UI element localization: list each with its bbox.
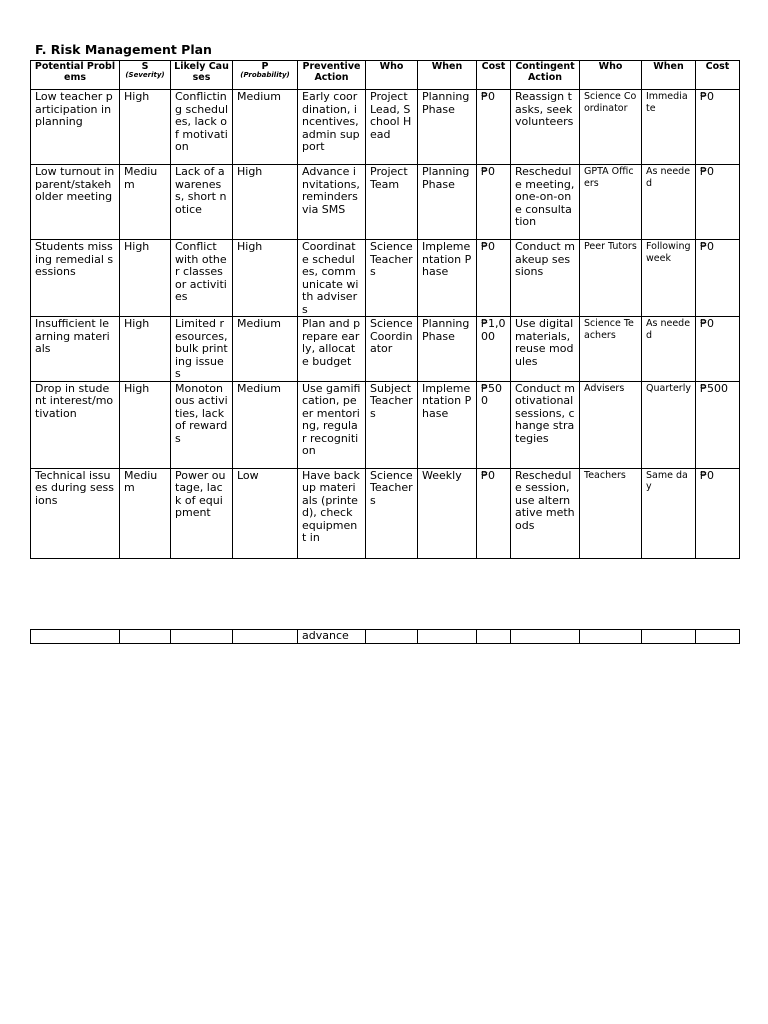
cell-contingent: Conduct motivational sessions, change strategies (511, 381, 580, 468)
table-row (31, 317, 740, 382)
continuation-cell (366, 630, 418, 644)
cell-causes: Conflict with other classes or activities (171, 240, 233, 317)
cell-preventive: Early coordination, incentives, admin support (298, 90, 366, 165)
cell-when-contingent: Immediate (642, 90, 696, 165)
cell-probability: Low (233, 468, 298, 558)
cell-who-contingent: Science Coordinator (580, 90, 642, 165)
cell-cost: ₱0 (477, 240, 511, 317)
table-row (31, 381, 740, 468)
cell-contingent: Reschedule meeting, one-on-one consultation (511, 165, 580, 240)
header-severity-note: (Severity) (125, 71, 165, 79)
cell-cost-contingent: ₱0 (696, 90, 740, 165)
cell-severity: Medium (120, 165, 171, 240)
continuation-cell (696, 630, 740, 644)
continuation-cell (233, 630, 298, 644)
cell-probability: Medium (233, 381, 298, 468)
continuation-cell (171, 630, 233, 644)
header-probability-letter: P (261, 61, 269, 72)
header-probability-note: (Probability) (240, 71, 290, 79)
header-potential-problems: Potential Problems (31, 61, 120, 90)
cell-contingent: Use digital materials, reuse modules (511, 317, 580, 382)
cell-causes: Conflicting schedules, lack of motivation (171, 90, 233, 165)
cell-who: Science Coordinator (366, 317, 418, 382)
header-likely-causes: Likely Causes (171, 61, 233, 90)
cell-when-contingent: Same day (642, 468, 696, 558)
header-when: When (418, 61, 477, 90)
continuation-row (31, 630, 740, 644)
cell-severity: High (120, 240, 171, 317)
cell-when-contingent: Following week (642, 240, 696, 317)
cell-cost: ₱1,000 (477, 317, 511, 382)
cell-who-contingent: Advisers (580, 381, 642, 468)
continuation-cell (418, 630, 477, 644)
continuation-cell (642, 630, 696, 644)
cell-contingent: Reschedule session, use alternative methods (511, 468, 580, 558)
cell-when: Weekly (418, 468, 477, 558)
continuation-preventive-cell: advance (298, 630, 366, 644)
cell-cost-contingent: ₱0 (696, 468, 740, 558)
cell-preventive: Use gamification, peer mentoring, regular recognition (298, 381, 366, 468)
cell-cost-contingent: ₱500 (696, 381, 740, 468)
cell-problem: Low teacher participation in planning (31, 90, 120, 165)
header-severity-letter: S (141, 61, 149, 72)
cell-who-contingent: Science Teachers (580, 317, 642, 382)
cell-cost-contingent: ₱0 (696, 317, 740, 382)
cell-severity: High (120, 381, 171, 468)
cell-who: Subject Teachers (366, 381, 418, 468)
header-who: Who (366, 61, 418, 90)
header-contingent-action: Contingent Action (511, 61, 580, 90)
cell-problem: Insufficient learning materials (31, 317, 120, 382)
cell-causes: Lack of awareness, short notice (171, 165, 233, 240)
section-title: F. Risk Management Plan (35, 42, 212, 57)
cell-probability: Medium (233, 317, 298, 382)
cell-preventive: Have backup materials (printed), check equipment in (298, 468, 366, 558)
cell-problem: Low turnout in parent/stakeholder meeting (31, 165, 120, 240)
continuation-cell (477, 630, 511, 644)
continuation-cell (511, 630, 580, 644)
header-preventive-action: Preventive Action (298, 61, 366, 90)
cell-cost: ₱0 (477, 90, 511, 165)
cell-cost: ₱0 (477, 165, 511, 240)
cell-cost-contingent: ₱0 (696, 240, 740, 317)
cell-who-contingent: Peer Tutors (580, 240, 642, 317)
cell-who: Science Teachers (366, 240, 418, 317)
cell-when-contingent: As needed (642, 317, 696, 382)
continuation-table (30, 629, 740, 644)
continuation-cell (120, 630, 171, 644)
cell-causes: Limited resources, bulk printing issues (171, 317, 233, 382)
cell-who-contingent: Teachers (580, 468, 642, 558)
cell-when: Planning Phase (418, 165, 477, 240)
cell-probability: High (233, 240, 298, 317)
cell-probability: High (233, 165, 298, 240)
cell-problem: Technical issues during sessions (31, 468, 120, 558)
cell-when: Planning Phase (418, 90, 477, 165)
cell-severity: Medium (120, 468, 171, 558)
cell-cost: ₱0 (477, 468, 511, 558)
header-severity (120, 61, 171, 90)
cell-when-contingent: As needed (642, 165, 696, 240)
cell-who: Project Team (366, 165, 418, 240)
cell-severity: High (120, 90, 171, 165)
cell-contingent: Reassign tasks, seek volunteers (511, 90, 580, 165)
cell-preventive: Coordinate schedules, communicate with advisers (298, 240, 366, 317)
table-row (31, 165, 740, 240)
cell-preventive: Advance invitations, reminders via SMS (298, 165, 366, 240)
table-header-row (31, 61, 740, 90)
continuation-cell (31, 630, 120, 644)
header-who-contingent: Who (580, 61, 642, 90)
cell-problem: Drop in student interest/motivation (31, 381, 120, 468)
cell-who: Science Teachers (366, 468, 418, 558)
continuation-cell (580, 630, 642, 644)
header-probability (233, 61, 298, 90)
table-row (31, 468, 740, 558)
cell-when: Implementation Phase (418, 381, 477, 468)
cell-when: Planning Phase (418, 317, 477, 382)
cell-when-contingent: Quarterly (642, 381, 696, 468)
table-row (31, 240, 740, 317)
cell-preventive: Plan and prepare early, allocate budget (298, 317, 366, 382)
cell-causes: Monotonous activities, lack of rewards (171, 381, 233, 468)
cell-problem: Students missing remedial sessions (31, 240, 120, 317)
table-row (31, 90, 740, 165)
header-cost: Cost (477, 61, 511, 90)
cell-probability: Medium (233, 90, 298, 165)
cell-causes: Power outage, lack of equipment (171, 468, 233, 558)
cell-who: Project Lead, School Head (366, 90, 418, 165)
cell-cost-contingent: ₱0 (696, 165, 740, 240)
header-cost-contingent: Cost (696, 61, 740, 90)
cell-who-contingent: GPTA Officers (580, 165, 642, 240)
cell-severity: High (120, 317, 171, 382)
cell-when: Implementation Phase (418, 240, 477, 317)
header-when-contingent: When (642, 61, 696, 90)
risk-management-table (30, 60, 740, 559)
cell-contingent: Conduct makeup sessions (511, 240, 580, 317)
cell-cost: ₱500 (477, 381, 511, 468)
